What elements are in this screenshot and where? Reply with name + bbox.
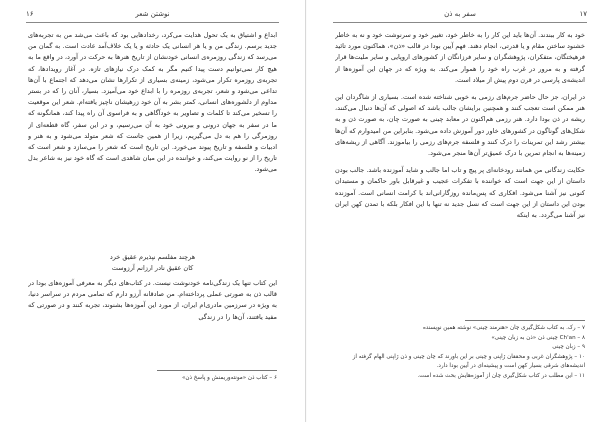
footnote: ۷ – رک. به کتاب شکل‌گیری چان «هنرمند چینی» نوشته همین نویسنده [422, 325, 585, 331]
footnote: ۸ – Ch'an چینی ذن «ذن به زبان چینی» [491, 334, 585, 341]
left-footnotes [28, 374, 277, 384]
left-footnote-rule [157, 370, 277, 371]
right-page-body [335, 30, 585, 312]
right-page-number: ۱۷ [579, 10, 587, 18]
right-footnote-rule [465, 320, 585, 321]
right-paragraph: خود به کار ببندند. آن‌ها باید این کار را به خاطر خود، تغییر خود و سرنوشت خود و نه به خاطر خشنود ساختن مقام و یا قدرتی، انجام دهند. فهم آیین بودا در قالب «ذن»، هماکنون مورد تائید فرهیختگان، متفکران، پژوهشگران و سایر فرزانگان از کشورهای اروپایی و سایر ملیت‌ها قرار گرفته و به مرور در غرب راه خود را هموار می‌کند. به ویژه که در جهان این آموزه‌ها از اندیشه‌ی پارسی در قرن دوم پیش از میلاد است. [335, 31, 585, 84]
right-footnotes [335, 324, 585, 381]
left-running-title: نوشتن شعر [135, 10, 170, 18]
left-page-number: ۱۶ [26, 10, 34, 18]
right-running-title: سفر به ذن [444, 10, 476, 18]
left-paragraph: این کتاب تنها یک زندگی‌نامه خودنوشت نیست. در کتاب‌های دیگر به معرفی آموزه‌های بودا در قالب ذن به صورتی عملی پرداخته‌ام. من صادقانه آرزو دارم که تمامی مردم در سراسر دنیا، به ویژه در سرزمین مادری‌ام ایران، از مورد این آموزه‌ها بشنوند، تجربه کنند و در صورتی که مفید یافتند، آن‌ها را در زندگی [28, 279, 277, 321]
poem-verse [28, 252, 277, 274]
footnote: ۱۱ – این مطلب در کتاب شکل‌گیری چان از آموزه‌هایش بحث شده است. [417, 372, 585, 379]
footnote: ۹ – زبان چینی [552, 344, 585, 351]
right-paragraph: در ایران، جز حال حاضر جرم‌های رزمی به خوبی شناخته شده است. بسیاری از شاگردان این هنر ممکن است تعجب کنند و همچنین برایشان جالب باشد که اصولی که آن‌ها دنبال می‌کنند، ریشه در ذن بودا دارد. هنر رزمی هم‌اکنون در معابد چینی به صورت چان، به صورت ذن و به شکل‌های گوناگون در کشورهای خاور دور آموزش داده می‌شود. بنابراین من امیدوارم که آن‌ها بیشتر رشد این تمرینات را درک کنند و فلسفه جرم‌های رزمی را بیاموزند. آگاهی از ریشه‌های زمینه‌ها به انجام تمرین با درک عمیق‌تر آن‌ها منجر می‌شود. [335, 93, 585, 158]
left-page-header [26, 10, 279, 23]
left-paragraph: ابداع و اشتیاق به یک تحول هدایت می‌کرد، رخدادهایی بود که باعث می‌شد من به تجربه‌های جدید برسم. زندگی من و یا هر انسانی یک حادثه و یا یک خلاف‌آمد عادت است. به گمان من می‌رسد که زندگی روزمره‌ی انسانی خودنشان از تاریخ هنرها به حرکت در آورد، در واقع ما به هیچ کار نمی‌توانیم دست پیدا کنیم مگر به کمک درک نیازهای تازه. در آغاز رویدادها، که تجربه‌ی روزمره تکرار می‌شود، زمینه‌ی بسیاری از تکرارها نشان می‌دهد که اجتماع با آن‌ها تداعی می‌شود و شعر، تجربه‌ی روزمره را با ابداع خود می‌آمیزد. بسیار، آنان را که در بستر مداوم از دلشوره‌های انسانی، کمتر بشر به آن خود زرهیشان ناچیز یافته‌ام. شعر این موقعیت را تسخیر می‌کند تا کلمات و تصاویر به خودآگاهی و به فراسوی آن راه پیدا کند، همانگونه که ما در سفر به جهان درونی و بیرونی خود به آن می‌رسیم، و در این سفر، گاه قطعه‌ای از روزمرگی را هم به دل می‌گیریم، زیرا از همین جاست که شعر متولد می‌شود و به هنر و ادبیات و فلسفه و تاریخ پیوند می‌خورد. این تاریخ است که شعر را می‌سازد و شعر است که تاریخ را از نو روایت می‌کند، و خواننده در این میان شاهدی است که گاه خود نیز به شاعر بدل می‌شود. [28, 31, 277, 174]
verse-line: هرچند مفلسم نپذیرم عقیق خرد [109, 253, 196, 261]
footnote: ۱۰ – پژوهشگران غربی و محققان ژاپنی و چینی بر این باورند که چان چینی و ذن ژاپنی الهام گرفته از اندیشه‌های شرقی بسیار کهن است و پیشینه‌ای در آیین بودا دارد. [352, 353, 585, 370]
right-page [307, 0, 613, 422]
left-page [0, 0, 306, 422]
verse-line: کان عقیق نادر ارزانم آرزوست [111, 264, 194, 272]
right-paragraph: حکایت زندگانی من همانند رودخانه‌ای پر پیچ و تاب اما جالب و شاید آموزنده باشد. جالب بودن داستان از این جهت است که خواننده با تفکرات عجیب و غیرقابل باور حاکمان و مستبدان کنونی نیز آشنا می‌شود. افکاری که پس‌مانده روزگارانی‌اند با کرامت انسانی است. آموزنده بودن این داستان از این جهت است که نسل جدید نه تنها با این افکار بلکه با تمدن کهن ایران نیز آشنا می‌گردد. به اینکه [335, 166, 585, 220]
footnote: ۶ – کتاب ذن «مونته‌وریمنش و پاسخ ذن» [181, 375, 277, 381]
right-page-header [333, 10, 587, 23]
left-page-body [28, 30, 277, 350]
